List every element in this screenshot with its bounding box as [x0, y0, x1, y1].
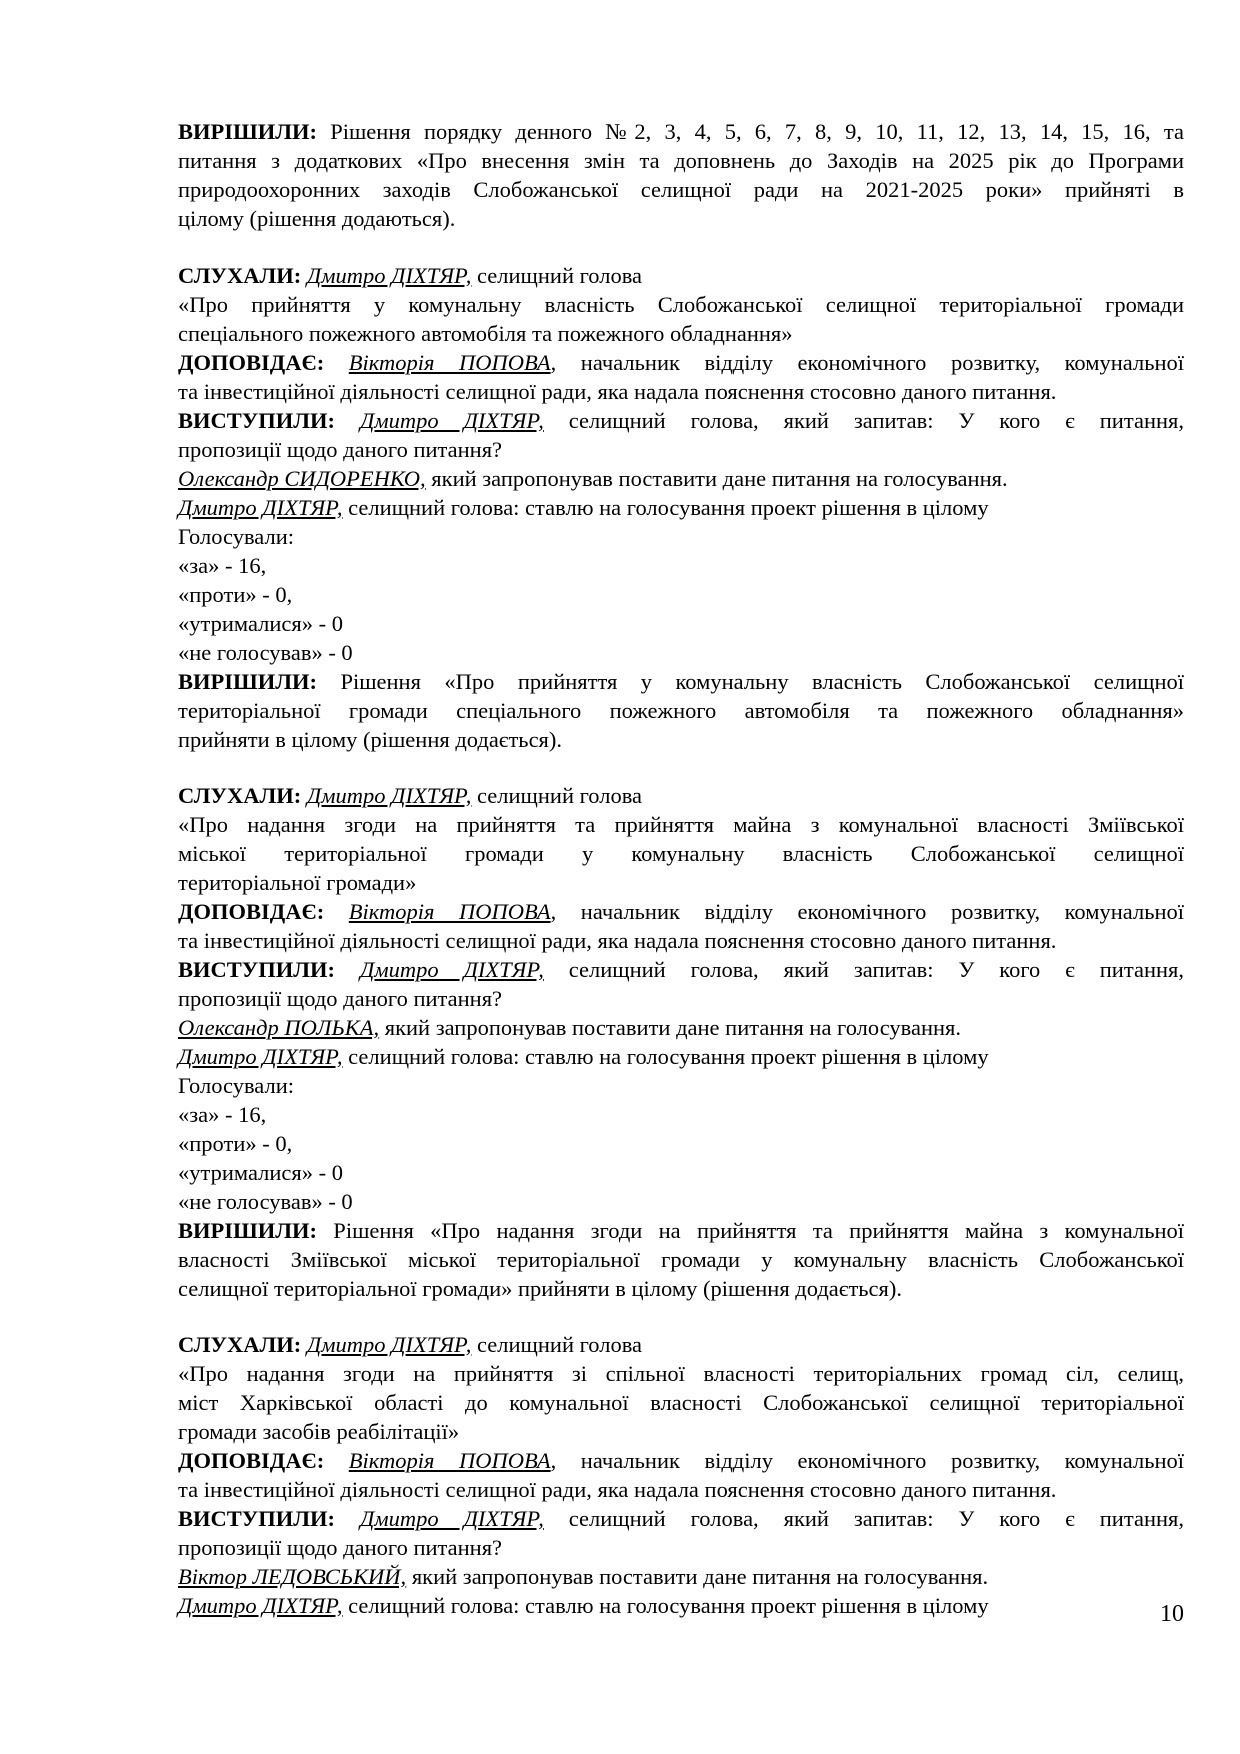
vote-none: «не голосував» - 0: [178, 640, 353, 665]
decision-paragraph: ВИРІШИЛИ: Рішення порядку денного №2, 3, 4, 5, 6, 7, 8, 9, 10, 11, 12, 13, 14, 15, 16, та питання з додаткових «Про внесення змін та доповнень до Заходів на 2025 рік до Програми природоохоронних заходів Слобожанської селищної ради на 2021-2025 роки» прийняті в цілому (рішення додаються).: [178, 119, 1184, 231]
item-title: «Про прийняття у комунальну власність Слобожанської селищної територіальної громади: [178, 292, 1184, 317]
vote-against: «проти» - 0,: [178, 582, 293, 607]
reporter-name: Вікторія ПОПОВА: [348, 899, 551, 924]
heard-line: СЛУХАЛИ: Дмитро ДІХТЯР, селищний голова: [178, 263, 643, 288]
voted-label: Голосували:: [178, 524, 294, 549]
spoke-line: ВИСТУПИЛИ: Дмитро ДІХТЯР, селищний голова, який запитав: У кого є питання,: [178, 1506, 1184, 1531]
item-title: «Про надання згоди на прийняття та прийняття майна з комунальної власності Зміївської: [178, 812, 1184, 837]
vote-for: «за» - 16,: [178, 1102, 267, 1127]
speaker-name: Дмитро ДІХТЯР,: [306, 263, 472, 288]
speaker-name: Дмитро ДІХТЯР,: [306, 783, 472, 808]
vote-abstain: «утрималися» - 0: [178, 611, 344, 636]
agenda-item-1: СЛУХАЛИ: Дмитро ДІХТЯР, селищний голова «Про прийняття у комунальну власність Слобожанської селищної територіальної громади спеціального пожежного автомобіля та пожежного обладнання» ДОПОВІДАЄ: Вікторія ПОПОВА, начальник відділу економічного розвитку, комунальної та інвестиційної діяльності селищної ради, яка надала пояснення стосовно даного питання. ВИСТУПИЛИ: Дмитро ДІХТЯР, селищний голова, який запитав: У кого є питання, пропозиції щодо даного питання? Олександр СИДОРЕНКО, який запропонував поставити дане питання на голосування. Дмитро ДІХТЯР, селищний голова: ставлю на голосування проект рішення в цілому Голосували: «за» - 16, «проти» - 0, «утрималися» - 0 «не голосував» - 0 ВИРІШИЛИ: Рішення «Про прийняття у комунальну власність Слобожанської селищної територіальної громади спеціального пожежного автомобіля та пожежного обладнання» прийняти в цілому (рішення додається).: [178, 263, 1184, 752]
vote-none: «не голосував» - 0: [178, 1189, 353, 1214]
proposal-line: Олександр ПОЛЬКА, який запропонував поставити дане питання на голосування.: [178, 1015, 962, 1040]
vote-abstain: «утрималися» - 0: [178, 1160, 344, 1185]
vote-call-line: Дмитро ДІХТЯР, селищний голова: ставлю на голосування проект рішення в цілому: [178, 1593, 989, 1618]
page-number: 10: [1160, 1601, 1184, 1627]
voted-label: Голосували:: [178, 1073, 294, 1098]
reporter-name: Вікторія ПОПОВА: [348, 350, 551, 375]
heard-line: СЛУХАЛИ: Дмитро ДІХТЯР, селищний голова: [178, 1332, 643, 1357]
spoke-line: ВИСТУПИЛИ: Дмитро ДІХТЯР, селищний голова, який запитав: У кого є питання,: [178, 957, 1184, 982]
heard-line: СЛУХАЛИ: Дмитро ДІХТЯР, селищний голова: [178, 783, 643, 808]
reporter-line: ДОПОВІДАЄ: Вікторія ПОПОВА, начальник відділу економічного розвитку, комунальної: [178, 1448, 1184, 1473]
vote-for: «за» - 16,: [178, 553, 267, 578]
decision-line: ВИРІШИЛИ: Рішення «Про прийняття у комунальну власність Слобожанської селищної: [178, 669, 1184, 694]
reporter-line: ДОПОВІДАЄ: Вікторія ПОПОВА, начальник відділу економічного розвитку, комунальної: [178, 899, 1184, 924]
spoke-line: ВИСТУПИЛИ: Дмитро ДІХТЯР, селищний голова, який запитав: У кого є питання,: [178, 408, 1184, 433]
proposal-line: Віктор ЛЕДОВСЬКИЙ, який запропонував поставити дане питання на голосування.: [178, 1564, 989, 1589]
speaker-name: Дмитро ДІХТЯР,: [306, 1332, 472, 1357]
decision-line: ВИРІШИЛИ: Рішення «Про надання згоди на прийняття та прийняття майна з комунальної: [178, 1218, 1184, 1243]
reporter-name: Вікторія ПОПОВА: [348, 1448, 551, 1473]
vote-call-line: Дмитро ДІХТЯР, селищний голова: ставлю на голосування проект рішення в цілому: [178, 1044, 989, 1069]
vote-call-line: Дмитро ДІХТЯР, селищний голова: ставлю на голосування проект рішення в цілому: [178, 495, 989, 520]
agenda-item-3: СЛУХАЛИ: Дмитро ДІХТЯР, селищний голова «Про надання згоди на прийняття зі спільної власності територіальних громад сіл, селищ, міст Харківської області до комунальної власності Слобожанської селищної територіальної громади засобів реабілітації» ДОПОВІДАЄ: Вікторія ПОПОВА, начальник відділу економічного розвитку, комунальної та інвестиційної діяльності селищної ради, яка надала пояснення стосовно даного питання. ВИСТУПИЛИ: Дмитро ДІХТЯР, селищний голова, який запитав: У кого є питання, пропозиції щодо даного питання? Віктор ЛЕДОВСЬКИЙ, який запропонував поставити дане питання на голосування. Дмитро ДІХТЯР, селищний голова: ставлю на голосування проект рішення в цілому: [178, 1332, 1184, 1618]
agenda-item-2: СЛУХАЛИ: Дмитро ДІХТЯР, селищний голова «Про надання згоди на прийняття та прийняття майна з комунальної власності Зміївської міської територіальної громади у комунальну власність Слобожанської селищної територіальної громади» ДОПОВІДАЄ: Вікторія ПОПОВА, начальник відділу економічного розвитку, комунальної та інвестиційної діяльності селищної ради, яка надала пояснення стосовно даного питання. ВИСТУПИЛИ: Дмитро ДІХТЯР, селищний голова, який запитав: У кого є питання, пропозиції щодо даного питання? Олександр ПОЛЬКА, який запропонував поставити дане питання на голосування. Дмитро ДІХТЯР, селищний голова: ставлю на голосування проект рішення в цілому Голосували: «за» - 16, «проти» - 0, «утрималися» - 0 «не голосував» - 0 ВИРІШИЛИ: Рішення «Про надання згоди на прийняття та прийняття майна з комунальної власності Зміївської міської територіальної громади у комунальну власність Слобожанської селищної територіальної громади» прийняти в цілому (рішення додається).: [178, 783, 1184, 1301]
reporter-line: ДОПОВІДАЄ: Вікторія ПОПОВА, начальник відділу економічного розвитку, комунальної: [178, 350, 1184, 375]
vote-against: «проти» - 0,: [178, 1131, 293, 1156]
proposal-line: Олександр СИДОРЕНКО, який запропонував поставити дане питання на голосування.: [178, 466, 1008, 491]
item-title: «Про надання згоди на прийняття зі спільної власності територіальних громад сіл, селищ,: [178, 1361, 1184, 1386]
decided-label: ВИРІШИЛИ:: [178, 119, 317, 144]
